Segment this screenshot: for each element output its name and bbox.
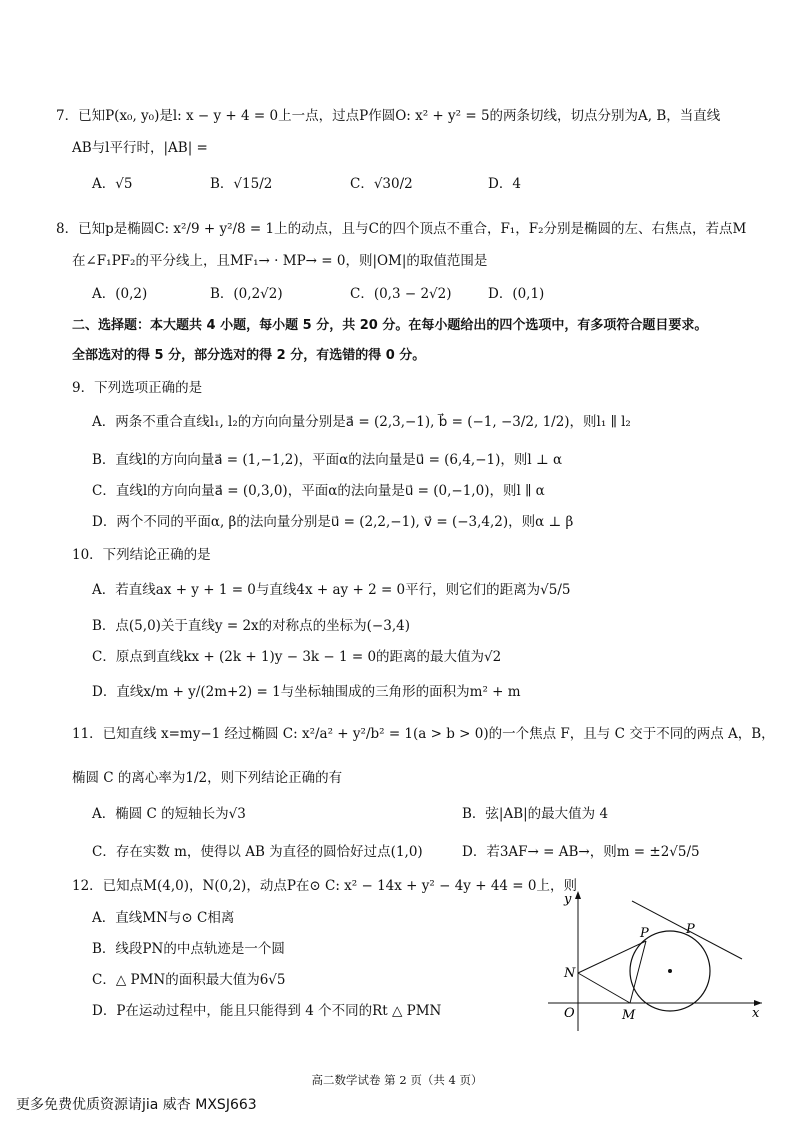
label-p1: P	[640, 926, 649, 941]
section-2-heading: 二、选择题：本大题共 4 小题，每小题 5 分，共 20 分。在每小题给出的四个选项中，有多项符合题目要求。	[72, 318, 708, 333]
q7-option-d: D．4	[488, 176, 521, 192]
q12-option-c: C．△ PMN的面积最大值为6√5	[92, 972, 286, 988]
q10-option-a: A．若直线ax + y + 1 = 0与直线4x + ay + 2 = 0平行，则它们的距离为√5/5	[92, 582, 571, 598]
q8-stem-line2: 在∠F₁PF₂的平分线上，且MF₁→ · MP→ = 0，则|OM|的取值范围是	[72, 253, 488, 269]
q8-option-b: B．(0,2√2)	[210, 286, 283, 302]
label-n: N	[564, 966, 576, 981]
q8-stem-line1: 8．已知p是椭圆C: x²/9 + y²/8 = 1上的动点，且与C的四个顶点不重合，F₁，F₂分别是椭圆的左、右焦点，若点M	[56, 221, 747, 237]
q9-option-d: D．两个不同的平面α, β的法向量分别是u⃗ = (2,2,−1), v⃗ = (−3,4,2)，则α ⊥ β	[92, 514, 574, 530]
q11-option-b: B．弦|AB|的最大值为 4	[462, 806, 609, 822]
q12-stem: 12．已知点M(4,0)，N(0,2)，动点P在⊙ C: x² − 14x + y² − 4y + 44 = 0上，则	[72, 878, 577, 894]
q9-option-b: B．直线l的方向向量a⃗ = (1,−1,2)，平面α的法向量是u⃗ = (6,4,−1)，则l ⊥ α	[92, 452, 563, 468]
label-y: y	[564, 892, 572, 907]
q9-option-c: C．直线l的方向向量a⃗ = (0,3,0)，平面α的法向量是u⃗ = (0,−1,0)，则l ∥ α	[92, 483, 545, 499]
q10-option-d: D．直线x/m + y/(2m+2) = 1与坐标轴围成的三角形的面积为m² + m	[92, 684, 521, 700]
y-axis-arrow	[575, 891, 581, 899]
q10-stem: 10．下列结论正确的是	[72, 547, 211, 563]
q7-stem-line2: AB与l平行时，|AB| =	[72, 140, 208, 156]
label-p2: P	[686, 922, 695, 937]
q12-figure	[540, 885, 770, 1035]
q9-stem: 9．下列选项正确的是	[72, 380, 203, 396]
q7-option-c: C．√30/2	[350, 176, 413, 192]
q11-option-a: A．椭圆 C 的短轴长为√3	[92, 806, 246, 822]
q10-option-b: B．点(5,0)关于直线y = 2x的对称点的坐标为(−3,4)	[92, 618, 410, 634]
q8-option-c: C．(0,3 − 2√2)	[350, 286, 452, 302]
q7-option-a: A．√5	[92, 176, 133, 192]
page-footer: 高二数学试卷 第 2 页（共 4 页）	[311, 1073, 483, 1087]
q11-stem-line1: 11．已知直线 x=my−1 经过椭圆 C: x²/a² + y²/b² = 1(a > b > 0)的一个焦点 F，且与 C 交于不同的两点 A，B，	[72, 726, 775, 742]
q11-option-d: D．若3AF→ = AB→，则m = ±2√5/5	[462, 844, 700, 860]
label-o: O	[564, 1006, 575, 1021]
circle-center-dot	[668, 969, 672, 973]
label-x: x	[752, 1006, 760, 1021]
q11-option-c: C．存在实数 m，使得以 AB 为直径的圆恰好过点(1,0)	[92, 844, 423, 860]
q8-option-a: A．(0,2)	[92, 286, 148, 302]
q12-option-b: B．线段PN的中点轨迹是一个圆	[92, 941, 285, 957]
q10-option-c: C．原点到直线kx + (2k + 1)y − 3k − 1 = 0的距离的最大值为√2	[92, 649, 502, 665]
segment-pm	[630, 941, 646, 1003]
segment-np	[578, 941, 646, 973]
section-2-scoring: 全部选对的得 5 分，部分选对的得 2 分，有选错的得 0 分。	[72, 348, 426, 363]
q9-option-a: A．两条不重合直线l₁, l₂的方向向量分别是a⃗ = (2,3,−1), b⃗ = (−1, −3/2, 1/2)，则l₁ ∥ l₂	[92, 414, 631, 430]
q12-option-a: A．直线MN与⊙ C相离	[92, 910, 235, 926]
q8-option-d: D．(0,1)	[488, 286, 545, 302]
watermark-text: 更多免费优质资源请jia 威杏 MXSJ663	[16, 1097, 257, 1113]
label-m: M	[622, 1008, 636, 1023]
q11-stem-line2: 椭圆 C 的离心率为1/2，则下列结论正确的有	[72, 770, 343, 786]
q12-option-d: D．P在运动过程中，能且只能得到 4 个不同的Rt △ PMN	[92, 1003, 442, 1019]
q7-option-b: B．√15/2	[210, 176, 273, 192]
segment-nm	[578, 973, 630, 1003]
q7-stem-line1: 7．已知P(x₀, y₀)是l: x − y + 4 = 0上一点，过点P作圆O: x² + y² = 5的两条切线，切点分别为A, B，当直线	[56, 108, 721, 124]
